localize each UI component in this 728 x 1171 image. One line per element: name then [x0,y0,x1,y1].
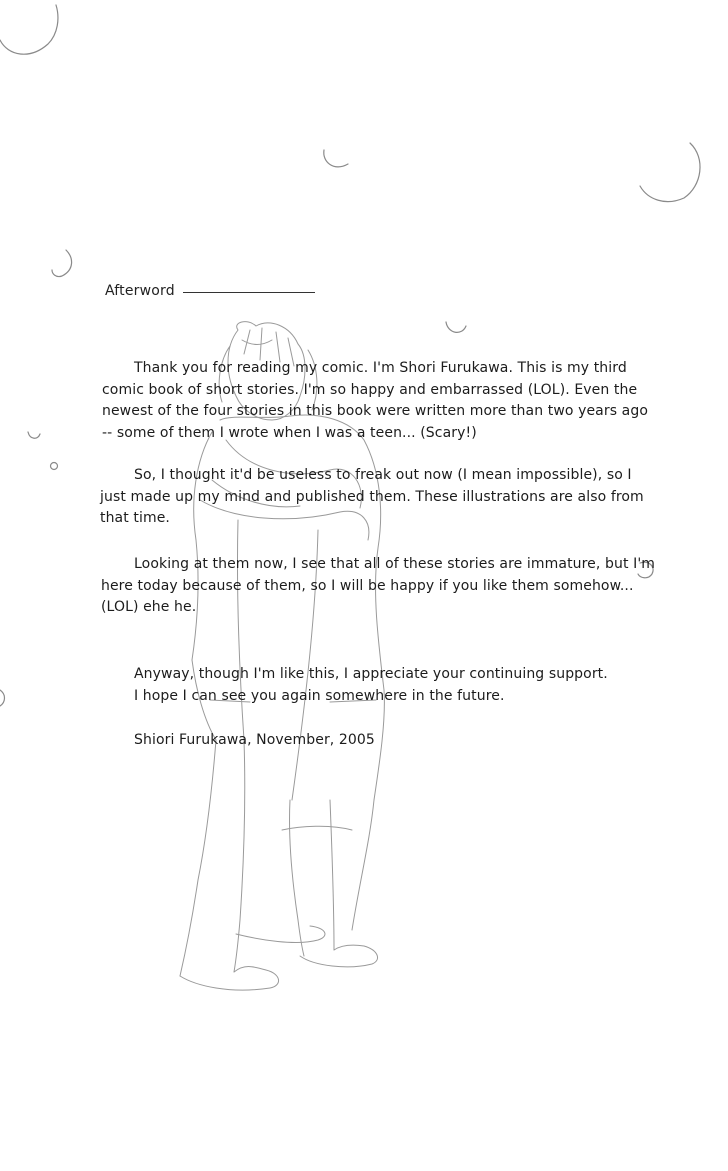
paragraph-line: just made up my mind and published them. These illustrations are also from [100,488,644,505]
paragraph-line: Thank you for reading my comic. I'm Shori Furukawa. This is my third [134,360,627,376]
paragraph-line: here today because of them, so I will be happy if you like them somehow... [101,577,634,594]
paragraph-looking-back [101,554,655,619]
paragraph-intro [102,358,648,444]
author-signature [134,730,375,752]
paragraph-line: newest of the four stories in this book were written more than two years ago [102,403,648,419]
paragraph-line: Anyway, though I'm like this, I appreciate your continuing support. [134,666,608,682]
paragraph-line: -- some of them I wrote when I was a teen... (Scary!) [102,424,477,441]
bubble-left-edge [0,690,5,706]
bubble-middle [446,322,466,332]
paragraph-line: that time. [100,510,170,526]
paragraph-line: comic book of short stories. I'm so happy and embarrassed (LOL). Even the [102,381,638,398]
bubble-upper-left [52,250,72,277]
paragraph-publishing [100,465,644,530]
bubble-top-left [0,5,58,54]
paragraph-line: Looking at them now, I see that all of these stories are immature, but I'm [134,556,656,572]
paragraph-line: So, I thought it'd be useless to freak out now (I mean impossible), so I [134,467,632,483]
paragraph-thanks [134,664,608,707]
paragraph-line: (LOL) ehe he. [101,599,197,615]
afterword-heading: Afterword [105,283,175,299]
signature-line: Shiori Furukawa, November, 2005 [134,732,375,748]
heading-underline-rule [183,292,315,293]
bubble-top-center [324,150,348,167]
paragraph-line: I hope I can see you again somewhere in the future. [134,687,505,704]
afterword-heading-row [105,283,315,299]
bubble-left-small [28,432,40,438]
bubble-left-dot [51,463,58,470]
bubble-top-right [640,143,700,202]
